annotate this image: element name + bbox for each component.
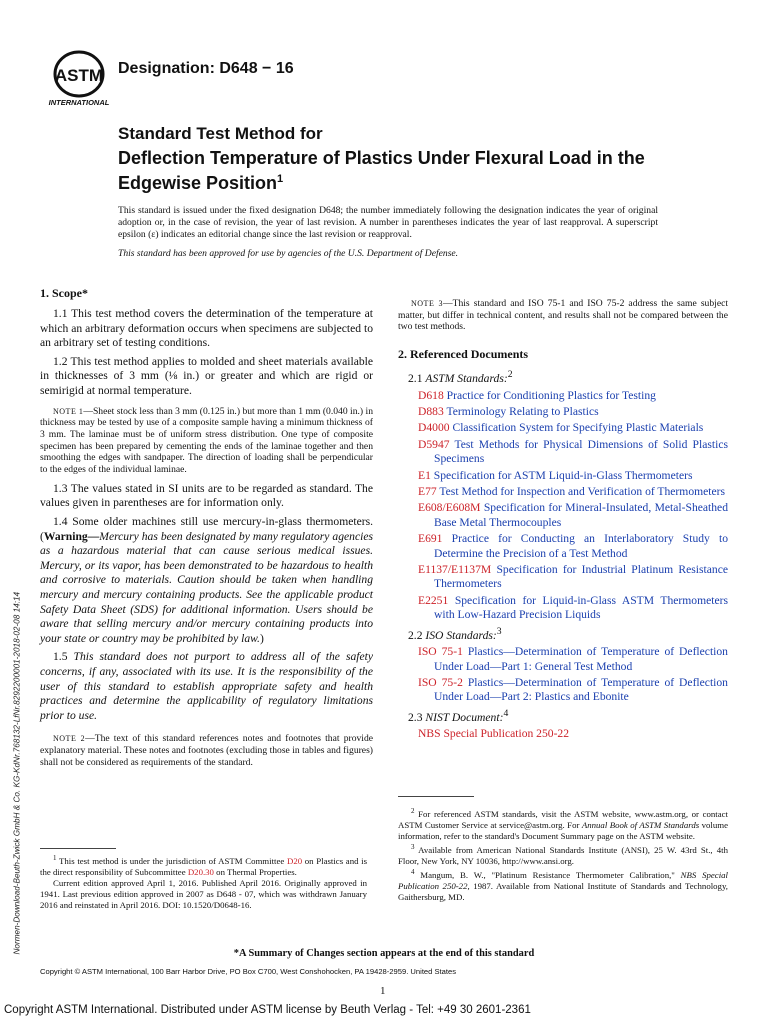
astm-standard-item-title[interactable]: Classification System for Specifying Plastic Materials [452,421,704,435]
fn3-text: Available from American National Standards Institute (ANSI), 25 W. 43rd St., 4th Floor, New York, NY 10036, http://www.ansi.org. [398,844,728,866]
iso-sup: 3 [496,625,502,637]
iso-standard-item-title[interactable]: Plastics—Determination of Temperature of Deflection Under Load—Part 2: Plastics and Ebonite [434,675,728,704]
issued-statement: This standard is issued under the fixed designation D648; the number immediately following the designation indicates the year of original adoption or, in the case of revision, the year of last revision. A number in parentheses indicates the year of last reapproval. A superscript epsilon (ε) indicates an editorial change since the last revision or reapproval. [118,205,658,240]
section-1-5 [40,650,373,723]
astm-standard-code-link[interactable]: D5947 [418,437,450,451]
nist-title: NIST Document: [425,710,504,724]
fn4-italic: NBS Special Publication 250-22 [398,869,728,891]
nist-num: 2.3 [408,710,426,724]
astm-logo [46,50,112,108]
note-1-label: NOTE 1 [53,406,84,416]
scope-heading: 1. Scope* [40,286,88,300]
side-download-stamp: Normen-Download-Beuth-Zwick GmbH & Co. KG-KdNr.768132-LfNr.8292200001-2018-02-08 14:14 [12,591,22,955]
page-title [118,148,678,194]
iso-standard-item-title[interactable]: Plastics—Determination of Temperature of Deflection Under Load—Part 1: General Test Method [434,645,728,673]
logo-subtext: INTERNATIONAL [48,98,110,107]
iso-standards-list [398,645,728,705]
note-3-label: NOTE 3 [411,299,443,308]
section-1-4-start: 1.4 Some older machines still use mercury-in-glass thermometers. ( [40,514,373,543]
fn4-a: Mangum, B. W., "Platinum Resistance Thermometer Calibration," [420,869,681,880]
astm-standard-item[interactable] [408,501,728,530]
designation: Designation: D648 − 16 [118,60,294,77]
astm-sup: 2 [507,369,513,381]
astm-standards-label [408,368,728,386]
d20-link[interactable]: D20 [286,855,303,866]
summary-of-changes-note: *A Summary of Changes section appears at the end of this standard [233,948,535,959]
warning-text: Mercury has been designated by many regulatory agencies as a hazardous material that can cause serious medical issues. Mercury, or its vapor, has been demonstrated to be hazardous to health and corrosive to materials. Caution should be taken when handling mercury and mercury containing products. See the applicable product Safety Data Sheet (SDS) for additional information. Users should be aware that selling mercury and/or mercury containing products into your state or country may be prohibited by law. [40,529,373,645]
footnote-4: $^4$ Mangum, B. W., "Platinum Resistance Thermometer Calibration," NBS Special Publication 250-22, 1987. Available from National Institute of Standards and Technology, Gaithersburg, MD. [398,867,728,902]
astm-standard-item-title[interactable]: Specification for Industrial Platinum Resistance Thermometers [434,563,728,591]
astm-standards-list [398,389,728,623]
footnote-divider-right [398,796,474,797]
footnotes-right [398,806,728,903]
astm-standard-code-link[interactable]: D883 [418,404,444,418]
license-footer: Copyright ASTM International. Distributed under ASTM license by Beuth Verlag - Tel: +49 30 2601-2361 [4,1004,531,1016]
title-line1: Standard Test Method for [118,124,323,143]
iso-standard-item[interactable] [408,645,728,674]
right-column [398,286,728,744]
iso-standard-code-link[interactable]: ISO 75-2 [418,675,463,689]
warning-label: Warning— [43,529,100,543]
astm-standard-item-title[interactable]: Terminology Relating to Plastics [446,404,599,418]
astm-standard-item-title[interactable]: Practice for Conducting an Interlaboratory Study to Determine the Precision of a Test Method [434,532,728,560]
footnote-2: $^2$ For referenced ASTM standards, visit the ASTM website, www.astm.org, or contact ASTM Customer Service at service@astm.org. For Annual Book of ASTM Standards volume information, refer to the standard's Document Summary page on the ASTM website. [398,807,728,841]
astm-standard-code-link[interactable]: D4000 [418,421,450,435]
astm-standard-item[interactable] [408,405,728,419]
astm-standard-item-title[interactable]: Test Methods for Physical Dimensions of Solid Plastics Specimens [434,437,728,466]
note-2-label: NOTE 2 [53,734,86,744]
footnote-1-edition: Current edition approved April 1, 2016. Published April 2016. Originally approved in 1941. Last previous edition approved in 2007 as D648 - 07, which was withdrawn January 2016 and reinstated in April 2016. DOI: 10.1520/D0648-16. [40,877,367,910]
section-1-2: 1.2 This test method applies to molded and sheet materials available in thicknesses of 3 mm (⅛ in.) or greater and which are rigid or semirigid at normal temperature. [40,354,373,397]
page-number: 1 [380,985,386,997]
note-2 [40,733,373,768]
iso-standard-item[interactable] [408,676,728,705]
referenced-heading: 2. Referenced Documents [398,347,529,362]
d20-30-link[interactable]: D20.30 [187,866,214,877]
title-text: Deflection Temperature of Plastics Under Flexural Load in the Edgewise Position [118,148,645,193]
note-3-text: —This standard and ISO 75-1 and ISO 75-2 address the same subject matter, but differ in technical content, and results shall not be compared between the two test methods. [398,298,728,333]
nist-item[interactable] [408,727,728,741]
nist-document-label [408,707,728,725]
section-1-5-num: 1.5 [53,650,74,664]
astm-standard-code-link[interactable]: D618 [418,388,444,402]
astm-standard-item-title[interactable]: Specification for ASTM Liquid-in-Glass Thermometers [433,468,693,482]
iso-num: 2.2 [408,628,426,642]
section-1-3: 1.3 The values stated in SI units are to be regarded as standard. The values given in parentheses are for information only. [40,481,373,510]
fn2-b: volume information, refer to the standard's Document Summary page on the ASTM website. [398,819,728,841]
astm-standard-code-link[interactable]: E608/E608M [418,501,481,515]
astm-standard-item[interactable] [408,469,728,483]
fn1-a: This test method is under the jurisdiction of ASTM Committee [59,855,287,866]
nist-link[interactable]: NBS Special Publication 250-22 [418,727,570,741]
approved-statement: This standard has been approved for use by agencies of the U.S. Department of Defense. [118,248,459,259]
left-column [40,286,373,774]
astm-standard-item-title[interactable]: Specification for Liquid-in-Glass ASTM Thermometers with Low-Hazard Precision Liquids [434,593,728,622]
footnotes-left [40,853,367,911]
astm-title: ASTM Standards: [425,371,508,385]
note-1-text: —Sheet stock less than 3 mm (0.125 in.) but more than 1 mm (0.040 in.) in thickness may be tested by use of a composite sample having a minimum thickness of 3 mm. The laminae must be of uniform stress distribution. One type of composite specimen has been prepared by cementing the ends of the laminae together and then smoothing the edges with sandpaper. The direction of loading shall be perpendicular to the edges of the individual laminae. [40,405,373,476]
nist-sup: 4 [503,707,509,719]
iso-standard-code-link[interactable]: ISO 75-1 [418,645,463,659]
astm-standard-item[interactable] [408,421,728,435]
fn2-a: For referenced ASTM standards, visit the ASTM website, www.astm.org, or contact ASTM Customer Service at service@astm.org. For [398,808,728,830]
logo-text: ASTM [54,66,104,85]
note-3 [398,298,728,333]
astm-standard-item[interactable] [408,485,728,499]
astm-standard-item-title[interactable]: Practice for Conditioning Plastics for Testing [446,388,656,402]
section-1-5-text: This standard does not purport to address all of the safety concerns, if any, associated with its use. It is the responsibility of the user of this standard to establish appropriate safety and health practices and determine the applicability of regulatory limitations prior to use. [40,650,374,722]
title-footnote-ref: 1 [277,173,284,185]
section-1-1: 1.1 This test method covers the determination of the temperature at which an arbitrary deformation occurs when specimens are subjected to an arbitrary set of testing conditions. [40,307,373,350]
astm-standard-item-title[interactable]: Specification for Mineral-Insulated, Metal-Sheathed Base Metal Thermocouples [434,501,728,529]
fn4-b: , 1987. Available from National Institute of Standards and Technology, Gaithersburg, MD. [398,880,728,902]
astm-standard-item-title[interactable]: Test Method for Inspection and Verification of Thermometers [439,485,726,498]
fn1-b: on Plastics and is the direct responsibility of Subcommittee [40,855,368,877]
astm-standard-item[interactable] [408,532,728,561]
astm-standard-code-link[interactable]: E2251 [418,593,449,607]
astm-standard-code-link[interactable]: E77 [418,485,437,498]
iso-title: ISO Standards: [425,628,497,642]
astm-standard-code-link[interactable]: E1 [418,468,431,482]
footnote-1: $^1$ This test method is under the jurisdiction of ASTM Committee D20 on Plastics and is the direct responsibility of Subcommittee D20.30 on Thermal Properties. [40,854,368,877]
fn2-italic: Annual Book of ASTM Standards [581,819,700,830]
iso-standards-label [408,625,728,643]
astm-standard-code-link[interactable]: E691 [418,532,443,546]
footnote-divider-left [40,848,116,849]
note-1 [40,406,373,476]
astm-standard-item[interactable] [408,563,728,592]
copyright-line: Copyright © ASTM International, 100 Barr Harbor Drive, PO Box C700, West Conshohocken, PA 19428-2959. United States [40,967,457,976]
section-1-4: 1.4 Some older machines still use mercury-in-glass thermometers. (Warning—Mercury has been designated by many regulatory agencies as a hazardous material that can cause serious medical issues. Mercury, or its vapor, has been demonstrated to be hazardous to health and corrosive to materials. Caution should be taken when handling mercury and mercury containing products. See the applicable product Safety Data Sheet (SDS) for additional information. Users should be aware that selling mercury and/or mercury containing products into your state or country may be prohibited by law.) [40,514,373,645]
astm-standard-item[interactable] [408,389,728,403]
fn1-c: on Thermal Properties. [213,866,297,877]
astm-standard-code-link[interactable]: E1137/E1137M [418,563,492,577]
footnote-3: $^3$ Available from American National Standards Institute (ANSI), 25 W. 43rd St., 4th Floor, New York, NY 10036, http://www.ansi.org. [398,842,728,866]
note-2-text: —The text of this standard references notes and footnotes that provide explanatory material. These notes and footnotes (excluding those in tables and figures) shall not be considered as requirements of the standard. [40,733,374,768]
astm-standard-item[interactable] [408,438,728,467]
astm-num: 2.1 [408,371,426,385]
astm-standard-item[interactable] [408,594,728,623]
